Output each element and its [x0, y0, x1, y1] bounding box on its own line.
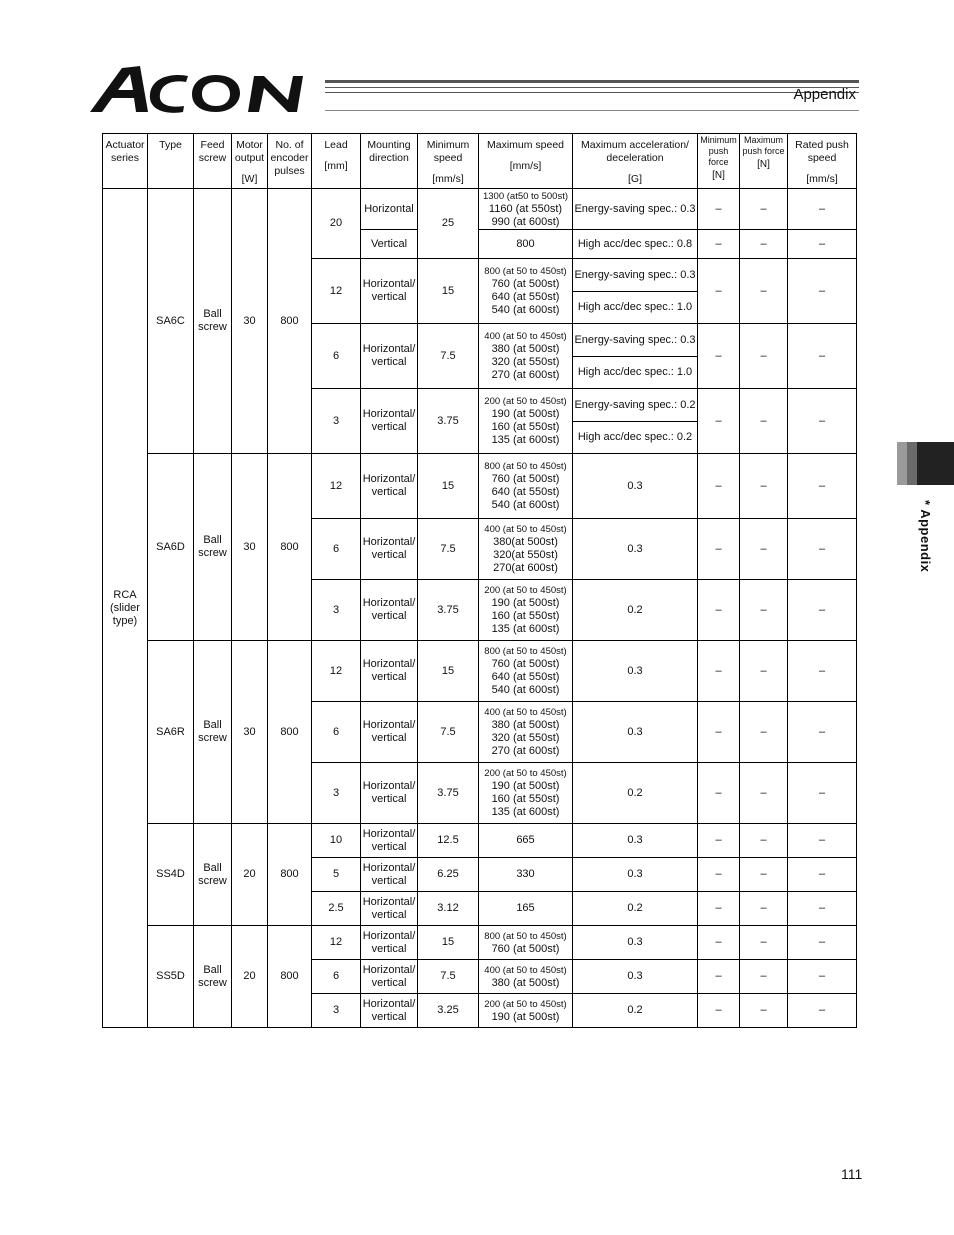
- min-speed-cell: 15: [418, 641, 479, 702]
- max-speed-line: 200 (at 50 to 450st): [484, 998, 567, 1010]
- max-push-force-cell: –: [740, 858, 788, 892]
- col-header-encoder-pulses: No. of encoder pulses: [268, 134, 312, 189]
- feed-screw-cell: Ball screw: [194, 189, 232, 454]
- max-push-force-cell: –: [740, 230, 788, 259]
- rated-push-speed-cell: –: [788, 454, 857, 519]
- mounting-direction-cell: Horizontal: [361, 189, 418, 230]
- lead-cell: 20: [312, 189, 361, 259]
- acceleration-cell: Energy-saving spec.: 0.3: [573, 259, 698, 292]
- type-cell: SS5D: [148, 926, 194, 1028]
- min-speed-cell: 15: [418, 259, 479, 324]
- type-cell: SA6C: [148, 189, 194, 454]
- min-push-force-cell: –: [698, 926, 740, 960]
- lead-cell: 12: [312, 926, 361, 960]
- max-speed-line: 760 (at 500st): [491, 658, 560, 670]
- col-header-type: Type: [148, 134, 194, 189]
- page-number: 111: [841, 1166, 863, 1182]
- lead-cell: 6: [312, 324, 361, 389]
- max-speed-line: 540 (at 600st): [491, 304, 560, 316]
- max-speed-line: 800 (at 50 to 450st): [484, 646, 567, 657]
- col-header-rated-push-speed: Rated push speed [mm/s]: [788, 134, 857, 189]
- feed-screw-cell: Ball screw: [194, 926, 232, 1028]
- col-header-mounting-direction: Mounting direction: [361, 134, 418, 189]
- max-push-force-cell: –: [740, 389, 788, 454]
- motor-output-cell: 30: [232, 454, 268, 641]
- col-header-motor-output: Motor output [W]: [232, 134, 268, 189]
- max-speed-line: 320(at 550st): [493, 549, 558, 561]
- acceleration-cell: 0.3: [573, 824, 698, 858]
- min-push-force-cell: –: [698, 324, 740, 389]
- acceleration-cell: 0.2: [573, 580, 698, 641]
- lead-cell: 10: [312, 824, 361, 858]
- max-speed-line: 540 (at 600st): [491, 499, 560, 511]
- acceleration-cell: 0.3: [573, 641, 698, 702]
- side-tab-stripe-light: [897, 442, 907, 485]
- max-speed-line: 135 (at 600st): [491, 623, 560, 635]
- mounting-direction-cell: Horizontal/ vertical: [361, 702, 418, 763]
- rated-push-speed-cell: –: [788, 763, 857, 824]
- type-cell: SS4D: [148, 824, 194, 926]
- min-speed-cell: 6.25: [418, 858, 479, 892]
- acceleration-cell: 0.3: [573, 519, 698, 580]
- col-header-lead: Lead [mm]: [312, 134, 361, 189]
- max-speed-line: 800 (at 50 to 450st): [484, 930, 567, 942]
- max-speed-line: 270 (at 600st): [491, 745, 560, 757]
- mounting-direction-cell: Horizontal/ vertical: [361, 641, 418, 702]
- acceleration-cell: Energy-saving spec.: 0.3: [573, 324, 698, 357]
- min-speed-cell: 12.5: [418, 824, 479, 858]
- table-row: [103, 454, 857, 519]
- col-header-min-push-force: Minimum push force [N]: [698, 134, 740, 189]
- encoder-pulses-cell: 800: [268, 641, 312, 824]
- encoder-pulses-cell: 800: [268, 926, 312, 1028]
- encoder-pulses-cell: 800: [268, 454, 312, 641]
- min-speed-cell: 15: [418, 926, 479, 960]
- max-speed-line: 270 (at 600st): [491, 369, 560, 381]
- max-speed-line: 400 (at 50 to 450st): [484, 707, 567, 718]
- max-speed-line: 800 (at 50 to 450st): [484, 461, 567, 472]
- table-row: [103, 926, 857, 960]
- rated-push-speed-cell: –: [788, 189, 857, 230]
- acceleration-cell: 0.2: [573, 763, 698, 824]
- min-push-force-cell: –: [698, 763, 740, 824]
- min-speed-cell: 3.75: [418, 763, 479, 824]
- max-speed-cell: [479, 892, 573, 926]
- max-speed-line: 380 (at 500st): [491, 976, 560, 989]
- max-push-force-cell: –: [740, 454, 788, 519]
- max-speed-line: 190 (at 500st): [491, 597, 560, 609]
- rated-push-speed-cell: –: [788, 324, 857, 389]
- type-cell: SA6R: [148, 641, 194, 824]
- max-speed-cell: [479, 519, 573, 580]
- max-speed-cell: [479, 702, 573, 763]
- max-speed-line: 400 (at 50 to 450st): [484, 524, 567, 535]
- max-speed-line: 380(at 500st): [493, 536, 558, 548]
- acceleration-cell: 0.3: [573, 702, 698, 763]
- min-speed-cell: 7.5: [418, 702, 479, 763]
- lead-cell: 5: [312, 858, 361, 892]
- min-push-force-cell: –: [698, 230, 740, 259]
- mounting-direction-cell: Horizontal/ vertical: [361, 926, 418, 960]
- lead-cell: 2.5: [312, 892, 361, 926]
- header-rule-thin-1: [325, 87, 859, 88]
- max-speed-line: 320 (at 550st): [491, 356, 560, 368]
- lead-cell: 3: [312, 580, 361, 641]
- max-speed-cell: [479, 259, 573, 324]
- min-push-force-cell: –: [698, 858, 740, 892]
- header-rule-bottom: [325, 110, 859, 111]
- acceleration-cell: High acc/dec spec.: 1.0: [573, 292, 698, 324]
- max-speed-line: 160 (at 550st): [491, 610, 560, 622]
- max-speed-cell: [479, 763, 573, 824]
- mounting-direction-cell: Horizontal/ vertical: [361, 259, 418, 324]
- section-title: Appendix: [793, 86, 856, 103]
- rated-push-speed-cell: –: [788, 259, 857, 324]
- max-speed-line: 640 (at 550st): [491, 291, 560, 303]
- min-speed-cell: 3.75: [418, 580, 479, 641]
- feed-screw-cell: Ball screw: [194, 824, 232, 926]
- acceleration-cell: 0.2: [573, 892, 698, 926]
- max-speed-line: 190 (at 500st): [491, 1010, 560, 1023]
- max-speed-line: 135 (at 600st): [491, 434, 560, 446]
- rated-push-speed-cell: –: [788, 858, 857, 892]
- max-speed-cell: [479, 994, 573, 1028]
- min-push-force-cell: –: [698, 189, 740, 230]
- acon-logo: [88, 62, 328, 116]
- mounting-direction-cell: Vertical: [361, 230, 418, 259]
- min-speed-cell: 25: [418, 189, 479, 259]
- rated-push-speed-cell: –: [788, 641, 857, 702]
- motor-output-cell: 20: [232, 926, 268, 1028]
- max-speed-line: 135 (at 600st): [491, 806, 560, 818]
- max-speed-cell: [479, 824, 573, 858]
- max-speed-cell: [479, 189, 573, 230]
- max-speed-line: 1300 (at50 to 500st): [482, 190, 569, 202]
- max-speed-cell: [479, 926, 573, 960]
- acceleration-cell: 0.3: [573, 960, 698, 994]
- mounting-direction-cell: Horizontal/ vertical: [361, 763, 418, 824]
- max-push-force-cell: –: [740, 641, 788, 702]
- max-speed-line: 330: [516, 868, 535, 880]
- max-speed-cell: [479, 324, 573, 389]
- rated-push-speed-cell: –: [788, 960, 857, 994]
- max-speed-cell: [479, 580, 573, 641]
- lead-cell: 6: [312, 960, 361, 994]
- header-rule-thick: [325, 80, 859, 83]
- max-push-force-cell: –: [740, 702, 788, 763]
- mounting-direction-cell: Horizontal/ vertical: [361, 994, 418, 1028]
- max-speed-line: 760 (at 500st): [491, 473, 560, 485]
- max-speed-line: 1160 (at 550st): [488, 202, 563, 215]
- min-push-force-cell: –: [698, 580, 740, 641]
- rated-push-speed-cell: –: [788, 926, 857, 960]
- mounting-direction-cell: Horizontal/ vertical: [361, 858, 418, 892]
- max-speed-line: 190 (at 500st): [491, 408, 560, 420]
- header-rule-thin-2: [325, 92, 859, 93]
- max-speed-line: 800: [516, 237, 535, 250]
- type-cell: SA6D: [148, 454, 194, 641]
- motor-output-cell: 30: [232, 189, 268, 454]
- col-header-max-acceleration: Maximum acceleration/ deceleration [G]: [573, 134, 698, 189]
- mounting-direction-cell: Horizontal/ vertical: [361, 960, 418, 994]
- min-push-force-cell: –: [698, 960, 740, 994]
- lead-cell: 3: [312, 763, 361, 824]
- min-push-force-cell: –: [698, 519, 740, 580]
- acceleration-cell: Energy-saving spec.: 0.3: [573, 189, 698, 230]
- max-speed-cell: [479, 858, 573, 892]
- min-push-force-cell: –: [698, 892, 740, 926]
- min-speed-cell: 3.12: [418, 892, 479, 926]
- min-push-force-cell: –: [698, 994, 740, 1028]
- mounting-direction-cell: Horizontal/ vertical: [361, 389, 418, 454]
- lead-cell: 12: [312, 454, 361, 519]
- side-tab-stripe-mid: [907, 442, 917, 485]
- max-speed-cell: [479, 230, 573, 259]
- motor-output-cell: 20: [232, 824, 268, 926]
- lead-cell: 12: [312, 641, 361, 702]
- max-speed-cell: [479, 960, 573, 994]
- feed-screw-cell: Ball screw: [194, 454, 232, 641]
- min-speed-cell: 7.5: [418, 519, 479, 580]
- max-speed-line: 200 (at 50 to 450st): [484, 585, 567, 596]
- rated-push-speed-cell: –: [788, 824, 857, 858]
- min-speed-cell: 7.5: [418, 324, 479, 389]
- rated-push-speed-cell: –: [788, 580, 857, 641]
- max-speed-line: 640 (at 550st): [491, 671, 560, 683]
- mounting-direction-cell: Horizontal/ vertical: [361, 324, 418, 389]
- max-speed-line: 320 (at 550st): [491, 732, 560, 744]
- max-speed-line: 400 (at 50 to 450st): [484, 331, 567, 342]
- acceleration-cell: High acc/dec spec.: 0.2: [573, 422, 698, 454]
- max-push-force-cell: –: [740, 324, 788, 389]
- actuator-series-cell: RCA (slider type): [103, 189, 148, 1028]
- table-row: [103, 641, 857, 702]
- acceleration-cell: 0.3: [573, 926, 698, 960]
- lead-cell: 3: [312, 994, 361, 1028]
- min-push-force-cell: –: [698, 454, 740, 519]
- max-speed-line: 540 (at 600st): [491, 684, 560, 696]
- max-push-force-cell: –: [740, 189, 788, 230]
- actuator-spec-table: [102, 133, 857, 1028]
- acceleration-cell: Energy-saving spec.: 0.2: [573, 389, 698, 422]
- col-header-feed-screw: Feed screw: [194, 134, 232, 189]
- mounting-direction-cell: Horizontal/ vertical: [361, 580, 418, 641]
- min-speed-cell: 3.75: [418, 389, 479, 454]
- acceleration-cell: High acc/dec spec.: 1.0: [573, 357, 698, 389]
- max-speed-line: 665: [516, 834, 535, 846]
- max-speed-cell: [479, 389, 573, 454]
- feed-screw-cell: Ball screw: [194, 641, 232, 824]
- max-push-force-cell: –: [740, 580, 788, 641]
- logo-text: ACON: [88, 62, 91, 63]
- min-push-force-cell: –: [698, 824, 740, 858]
- rated-push-speed-cell: –: [788, 994, 857, 1028]
- table-row: [103, 824, 857, 858]
- lead-cell: 12: [312, 259, 361, 324]
- side-tab-label: * Appendix: [918, 500, 933, 573]
- lead-cell: 6: [312, 519, 361, 580]
- min-speed-cell: 3.25: [418, 994, 479, 1028]
- mounting-direction-cell: Horizontal/ vertical: [361, 519, 418, 580]
- max-push-force-cell: –: [740, 892, 788, 926]
- max-speed-cell: [479, 454, 573, 519]
- max-speed-line: 800 (at 50 to 450st): [484, 266, 567, 277]
- min-speed-cell: 7.5: [418, 960, 479, 994]
- max-push-force-cell: –: [740, 824, 788, 858]
- mounting-direction-cell: Horizontal/ vertical: [361, 454, 418, 519]
- max-speed-cell: [479, 641, 573, 702]
- max-push-force-cell: –: [740, 960, 788, 994]
- max-speed-line: 270(at 600st): [493, 562, 558, 574]
- motor-output-cell: 30: [232, 641, 268, 824]
- rated-push-speed-cell: –: [788, 519, 857, 580]
- side-tab-block: [917, 442, 954, 485]
- max-speed-line: 990 (at 600st): [491, 215, 560, 228]
- mounting-direction-cell: Horizontal/ vertical: [361, 824, 418, 858]
- max-speed-line: 190 (at 500st): [491, 780, 560, 792]
- max-speed-line: 380 (at 500st): [491, 343, 560, 355]
- encoder-pulses-cell: 800: [268, 189, 312, 454]
- max-speed-line: 380 (at 500st): [491, 719, 560, 731]
- min-push-force-cell: –: [698, 259, 740, 324]
- max-speed-line: 640 (at 550st): [491, 486, 560, 498]
- rated-push-speed-cell: –: [788, 389, 857, 454]
- max-push-force-cell: –: [740, 519, 788, 580]
- rated-push-speed-cell: –: [788, 230, 857, 259]
- max-speed-line: 400 (at 50 to 450st): [484, 964, 567, 976]
- rated-push-speed-cell: –: [788, 702, 857, 763]
- max-speed-line: 760 (at 500st): [491, 278, 560, 290]
- min-speed-cell: 15: [418, 454, 479, 519]
- acceleration-cell: 0.3: [573, 858, 698, 892]
- min-push-force-cell: –: [698, 702, 740, 763]
- max-speed-line: 165: [516, 902, 535, 914]
- col-header-min-speed: Minimum speed [mm/s]: [418, 134, 479, 189]
- lead-cell: 6: [312, 702, 361, 763]
- max-push-force-cell: –: [740, 994, 788, 1028]
- max-speed-line: 760 (at 500st): [491, 942, 560, 955]
- lead-cell: 3: [312, 389, 361, 454]
- rated-push-speed-cell: –: [788, 892, 857, 926]
- col-header-actuator-series: Actuator series: [103, 134, 148, 189]
- max-speed-line: 200 (at 50 to 450st): [484, 768, 567, 779]
- col-header-max-push-force: Maximum push force [N]: [740, 134, 788, 189]
- acon-logo-mark: [88, 62, 328, 116]
- acceleration-cell: 0.2: [573, 994, 698, 1028]
- encoder-pulses-cell: 800: [268, 824, 312, 926]
- min-push-force-cell: –: [698, 389, 740, 454]
- max-speed-line: 160 (at 550st): [491, 793, 560, 805]
- min-push-force-cell: –: [698, 641, 740, 702]
- acceleration-cell: High acc/dec spec.: 0.8: [573, 230, 698, 259]
- max-speed-line: 200 (at 50 to 450st): [484, 396, 567, 407]
- max-push-force-cell: –: [740, 259, 788, 324]
- max-push-force-cell: –: [740, 763, 788, 824]
- acceleration-cell: 0.3: [573, 454, 698, 519]
- max-speed-line: 160 (at 550st): [491, 421, 560, 433]
- max-push-force-cell: –: [740, 926, 788, 960]
- col-header-max-speed: Maximum speed [mm/s]: [479, 134, 573, 189]
- table-row: [103, 189, 857, 230]
- spec-table-body: [103, 189, 857, 1028]
- mounting-direction-cell: Horizontal/ vertical: [361, 892, 418, 926]
